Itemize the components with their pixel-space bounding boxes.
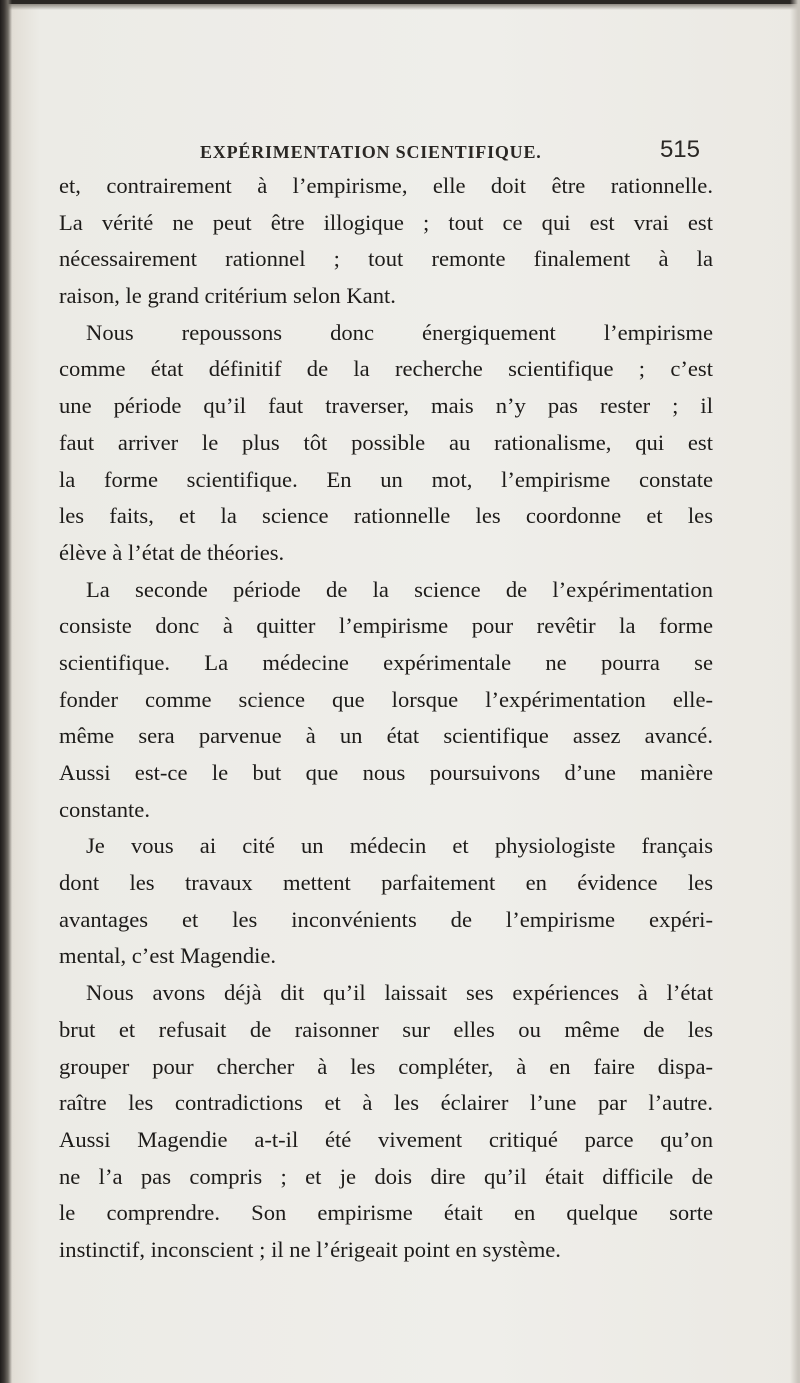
page-header	[200, 136, 700, 172]
text-line: Je vous ai cité un médecin et physiologiste français	[86, 833, 713, 859]
text-line: La seconde période de la science de l’expérimentation	[86, 576, 713, 602]
text-line: dont les travaux mettent parfaitement en évidence les	[59, 870, 713, 896]
text-line: brut et refusait de raisonner sur elles ou même de les	[59, 1016, 713, 1042]
text-line: Aussi Magendie a-t-il été vivement critiqué parce qu’on	[59, 1126, 713, 1152]
page-right-edge	[790, 0, 800, 1383]
body-text	[59, 168, 713, 1269]
text-line: constante.	[59, 796, 150, 822]
text-line: instinctif, inconscient ; il ne l’érigeait point en système.	[59, 1236, 561, 1262]
text-line: fonder comme science que lorsque l’expérimentation elle-	[59, 686, 713, 712]
text-line: Aussi est-ce le but que nous poursuivons d’une manière	[59, 760, 713, 785]
text-line: avantages et les inconvénients de l’empirisme expéri-	[59, 906, 713, 932]
text-line: consiste donc à quitter l’empirisme pour revêtir la forme	[59, 613, 713, 639]
text-line: élève à l’état de théories.	[59, 539, 285, 565]
text-line: et, contrairement à l’empirisme, elle doit être rationnelle.	[59, 173, 713, 198]
text-line: La vérité ne peut être illogique ; tout ce qui est vrai est	[59, 209, 713, 235]
text-line: nécessairement rationnel ; tout remonte finalement à la	[59, 246, 713, 272]
text-line: mental, c’est Magendie.	[59, 943, 277, 969]
text-line: même sera parvenue à un état scientifique assez avancé.	[59, 723, 713, 749]
page-number: 515	[659, 136, 700, 163]
text-line: Nous avons déjà dit qu’il laissait ses expériences à l’état	[86, 980, 713, 1006]
text-line: scientifique. La médecine expérimentale ne pourra se	[59, 649, 713, 675]
text-line: grouper pour chercher à les compléter, à en faire dispa-	[59, 1053, 713, 1079]
text-line: Nous repoussons donc énergiquement l’empirisme	[86, 319, 713, 345]
text-line: une période qu’il faut traverser, mais n’y pas rester ; il	[59, 393, 713, 419]
text-line: le comprendre. Son empirisme était en quelque sorte	[59, 1200, 713, 1226]
text-line: comme état définitif de la recherche scientifique ; c’est	[59, 356, 713, 382]
running-head: EXPÉRIMENTATION SCIENTIFIQUE.	[200, 142, 542, 162]
page-top-shadow	[0, 4, 800, 10]
book-spine-shadow	[0, 0, 12, 1383]
text-line: les faits, et la science rationnelle les coordonne et les	[59, 503, 713, 529]
text-line: la forme scientifique. En un mot, l’empirisme constate	[59, 466, 713, 492]
text-line: ne l’a pas compris ; et je dois dire qu’il était difficile de	[59, 1163, 713, 1189]
text-line: faut arriver le plus tôt possible au rationalisme, qui est	[59, 429, 713, 455]
text-line: raître les contradictions et à les éclairer l’une par l’autre.	[59, 1090, 713, 1116]
text-line: raison, le grand critérium selon Kant.	[59, 283, 396, 309]
